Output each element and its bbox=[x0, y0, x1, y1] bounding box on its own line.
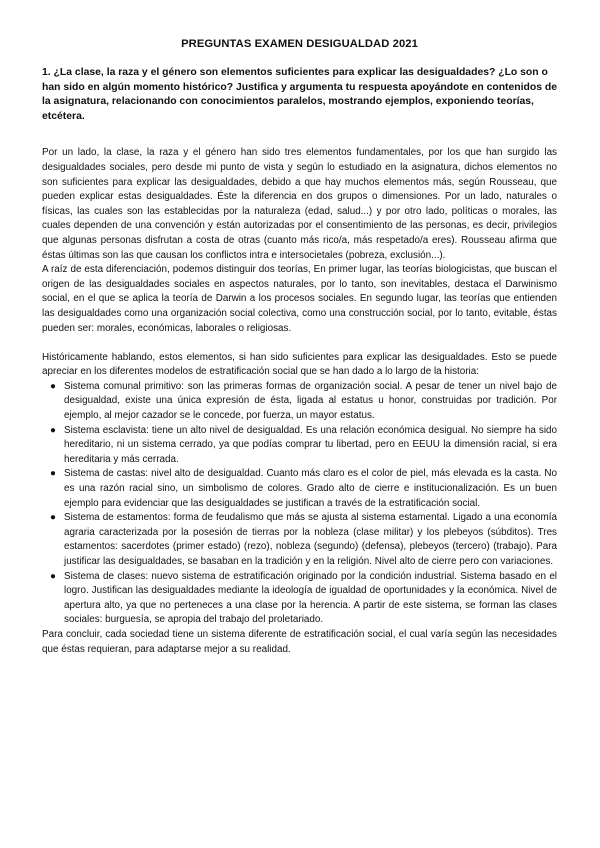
paragraph-historical: Históricamente hablando, estos elementos, si han sido suficientes para explicar las desigualdades. Esto se puede apreciar en los diferentes modelos de estratificación social que se han dado a lo largo de la historia: bbox=[42, 351, 557, 378]
list-item bbox=[50, 511, 557, 569]
list-item-text: Sistema de clases: nuevo sistema de estratificación originado por la condición industrial. Sistema basado en el logro. Justifican las desigualdades mediante la ideología de igualdad de oportunidades y la económica. Nivel de apertura alto, ya que no perteneces a una clase por la herencia. A partir de este sistema, se forman las clases sociales: burguesía, se apropia del trabajo del proletariado. bbox=[64, 570, 557, 626]
list-item bbox=[50, 380, 557, 424]
list-item-text: Sistema esclavista: tiene un alto nivel de desigualdad. Es una relación económica desigual. No siempre ha sido hereditario, ni un sistema cerrado, ya que podías comprar tu libertad, pero en EEUU la dimensión racial, si era hereditaria y más cerrada. bbox=[64, 424, 557, 465]
list-item bbox=[50, 424, 557, 468]
bullet-icon: ● bbox=[50, 424, 56, 436]
document-page bbox=[42, 38, 557, 657]
paragraph-intro: Por un lado, la clase, la raza y el género han sido tres elementos fundamentales, por los que han surgido las desigualdades sociales, pero desde mi punto de vista y según lo estudiado en la asignatura, dichos elementos no son suficientes para explicar las desigualdades, debido a que hay muchos elementos más, según Rousseau, que pueden explicar estas desigualdades. Éste la diferencia en dos grupos o dimensiones. Por un lado, naturales o físicas, las cuales son las establecidas por la naturaleza (edad, salud...) y por otro lado, políticas o morales, las cuales dependen de una convención y están autorizadas por el consentimiento de las personas, es decir, privilegios que algunas personas disfrutan a costa de otras (cuanto más rico/a, más respetado/a eres). Rousseau afirma que éstas últimas son las que causan los conflictos intra e intersocietales (pobreza, exclusión...). bbox=[42, 147, 557, 261]
list-item-text: Sistema de estamentos: forma de feudalismo que más se ajusta al sistema estamental. Ligado a una economía agraria caracterizada por la posesión de tierras por la nobleza (clase militar) y los plebeyos (súbditos). Tres estamentos: sacerdotes (primer estado) (rezo), nobleza (segundo) (defensa), plebeyos (tercero) (trabajo). Para justificar las desigualdades, se basaban en la tradición y en la religión. Nivel alto de cierre pero con variaciones. bbox=[64, 512, 557, 567]
list-item bbox=[50, 570, 557, 628]
list-item-text: Sistema de castas: nivel alto de desigualdad. Cuanto más claro es el color de piel, más elevada es la casta. No es una razón racial sino, un simbolismo de colores. Grado alto de cierre e institucionalización. Es un buen ejemplo para evidenciar que las desigualdades se justifican a través de la estratificación social. bbox=[64, 468, 557, 509]
paragraph-spacer bbox=[42, 336, 557, 351]
paragraph-conclusion: Para concluir, cada sociedad tiene un sistema diferente de estratificación social, el cual varía según las necesidades que éstas requieran, para adaptarse mejor a su realidad. bbox=[42, 628, 557, 655]
list-item-text: Sistema comunal primitivo: son las primeras formas de organización social. A pesar de tener un nivel bajo de desigualdad, existe una única expresión de ésta, ligada al estatus u honor, construidas por tradición. Por ejemplo, al mejor cazador se le concede, por fuerza, un mayor estatus. bbox=[64, 380, 557, 422]
bullet-icon: ● bbox=[50, 380, 56, 392]
paragraph-theories: A raíz de esta diferenciación, podemos distinguir dos teorías, En primer lugar, las teorías biologicistas, que buscan el origen de las desigualdades sociales en aspectos naturales, por lo tanto, son inevitables, destaca el Darwinismo social, en el que se aplica la teoría de Darwin a los procesos sociales. En segundo lugar, las teorías que entienden las desigualdades como una organización social colectiva, como una construcción social, por lo tanto, evitable, éstas pueden ser: morales, económicas, laborales o religiosas. bbox=[42, 264, 557, 334]
document-title: PREGUNTAS EXAMEN DESIGUALDAD 2021 bbox=[181, 38, 418, 50]
stratification-list bbox=[42, 380, 557, 628]
list-item bbox=[50, 467, 557, 511]
bullet-icon: ● bbox=[50, 468, 56, 480]
exam-question: 1. ¿La clase, la raza y el género son elementos suficientes para explicar las desigualdades? ¿Lo son o han sido en algún momento histórico? Justifica y argumenta tu respuesta apoyándote en contenidos de la asignatura, relacionando con conocimientos paralelos, mostrando ejemplos, exponiendo teorías, etcétera. bbox=[42, 67, 557, 122]
bullet-icon: ● bbox=[50, 570, 56, 582]
bullet-icon: ● bbox=[50, 512, 56, 524]
